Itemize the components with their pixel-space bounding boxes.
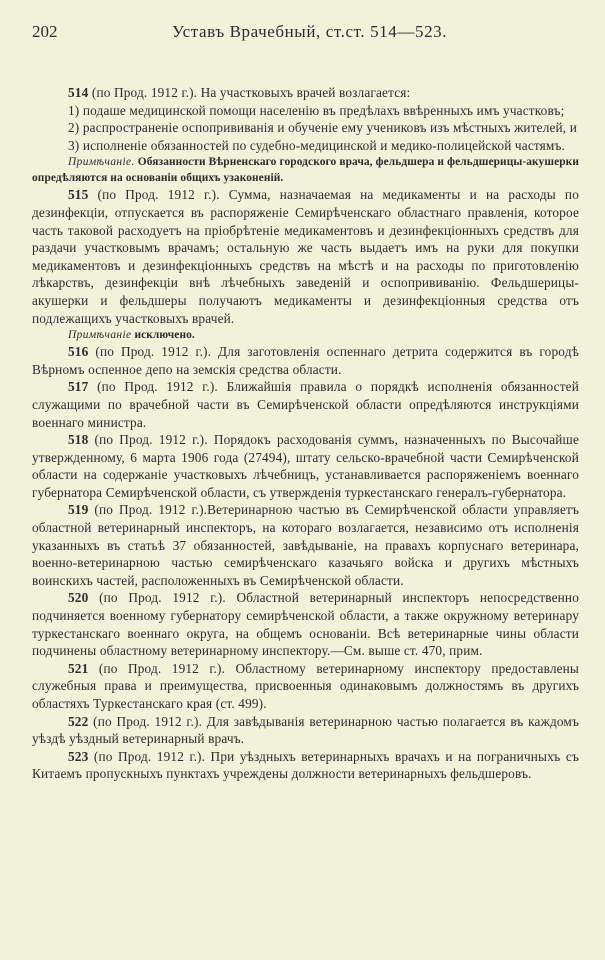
article-522 — [32, 713, 579, 748]
article-text: (по Прод. 1912 г.). Областной ветеринарный инспекторъ непосредственно подчиняется военному губернатору семирѣченской области, а также окружному ветеринару туркестанскаго военнаго округа, на общемъ основаніи. Всѣ ветеринарные чины области подчинены областному ветеринарному инспектору.—См. выше ст. 470, прим. — [32, 590, 579, 659]
article-519 — [32, 501, 579, 589]
article-item: 3) исполненіе обязанностей по судебно-медицинской и медико-полицейской частямъ. — [68, 137, 565, 153]
article-note — [32, 154, 579, 186]
article-515 — [32, 186, 579, 343]
article-lead — [32, 84, 579, 102]
article-523 — [32, 748, 579, 783]
article-516 — [32, 343, 579, 378]
article-body — [32, 431, 579, 501]
article-number: 518 — [68, 432, 89, 448]
note-label: Примѣчаніе. — [68, 156, 135, 169]
article-517 — [32, 378, 579, 431]
article-text: (по Прод. 1912 г.). Ближайшія правила о порядкѣ исполненія обязанностей служащими по врачебной части въ Семирѣченской области опредѣляются инструкціями военнаго министра. — [32, 379, 579, 430]
article-body — [32, 378, 579, 431]
article-text: (по Прод. 1912 г.). Областному ветеринарному инспектору предоставлены служебныя права и преимущества, присвоенныя одинаковымъ должностямъ въ другихъ областяхъ Туркестанскаго края (ст. 499). — [32, 660, 580, 711]
article-text: (по Прод. 1912 г.). При уѣздныхъ ветеринарныхъ врачахъ и на пограничныхъ съ Китаемъ пропускныхъ пунктахъ учреждены должности ветеринарныхъ фельдшеровъ. — [32, 748, 579, 782]
article-521 — [32, 660, 579, 713]
article-text: (по Прод. 1912 г.). Порядокъ расходованія суммъ, назначенныхъ по Высочайше утвержденному, 6 марта 1906 года (27494), штату сельско-врачебной части Семирѣченской области на содержаніе участковыхъ лѣчебницъ, устанавливается распоряженіемъ военнаго губернатора Семирѣченской области, съ утвержденія туркестанскаго генералъ-губернатора. — [32, 432, 579, 500]
note-text: исключено. — [134, 329, 195, 342]
article-number: 515 — [68, 187, 89, 203]
article-note — [32, 327, 579, 343]
article-text: (по Прод. 1912 г.). Сумма, назначаемая на медикаменты и на расходы по дезинфекціи, отпускается въ распоряженіе Семирѣченскаго областнаго правленія, которое часть таковой расходуетъ на пріобрѣтеніе медикаментовъ и дезинфекціонныхъ средствъ для раздачи участковымъ врачамъ; остальную же часть выдаетъ имъ на руки для покупки медикаментовъ и дезинфекціонныхъ средствъ на мѣстѣ и на расходы по приготовленію лѣкарствъ, дезинфекціи внѣ лѣчебныхъ заведеній и оспопрививанію. Фельдшерицы-акушерки и фельдшеры получаютъ медикаменты и дезинфекціонныя средства отъ подлежащихъ участковыхъ врачей. — [32, 187, 579, 326]
article-number: 522 — [68, 713, 89, 729]
article-520 — [32, 589, 579, 659]
note-text: Обязанности Вѣрненскаго городского врача, фельдшера и фельдшерицы-акушерки опредѣляются на основаніи общихъ узаконеній. — [32, 156, 579, 185]
article-text: (по Прод. 1912 г.). Для завѣдыванія ветеринарною частью полагается въ каждомъ уѣздѣ уѣздный ветеринарный врачъ. — [32, 713, 579, 747]
page-header — [32, 22, 579, 50]
article-body — [32, 343, 579, 378]
note-label: Примѣчаніе — [68, 329, 132, 342]
running-title: Уставъ Врачебный, ст.ст. 514—523. — [172, 22, 448, 41]
article-body — [32, 186, 579, 327]
article-text: (по Прод. 1912 г.).Ветеринарною частью въ Семирѣченской области управляетъ областной ветеринарный инспекторъ, на котораго возлагается, независимо отъ исполненія указанныхъ въ статьѣ 37 обязанностей, завѣдываніе, на правахъ корпуснаго ветеринара, военно-ветеринарною частью семирѣченскаго казачьяго войска и другихъ мѣстныхъ воинскихъ частей, расположенныхъ въ Семирѣченской области. — [32, 502, 579, 588]
article-body — [32, 748, 579, 783]
article-number: 519 — [68, 502, 89, 518]
article-item: 2) распространеніе оспопрививанія и обученіе ему учениковъ изъ мѣстныхъ жителей, и — [68, 120, 578, 136]
article-number: 520 — [68, 590, 89, 606]
article-number: 523 — [68, 748, 89, 764]
article-body — [32, 660, 579, 713]
article-number: 516 — [68, 344, 89, 360]
page-number: 202 — [32, 22, 58, 41]
article-lead-text: (по Прод. 1912 г.). На участковыхъ врачей возлагается: — [91, 85, 411, 100]
article-518 — [32, 431, 579, 501]
article-number: 514 — [68, 85, 89, 100]
article-number: 517 — [68, 379, 89, 395]
article-text: (по Прод. 1912 г.). Для заготовленія оспеннаго детрита содержится въ городѣ Вѣрномъ оспенное депо на земскія средства области. — [32, 344, 579, 377]
article-number: 521 — [68, 660, 89, 676]
article-514 — [32, 84, 579, 186]
article-body — [32, 501, 579, 589]
article-body — [32, 713, 579, 748]
article-body — [32, 589, 579, 659]
article-item: 1) подаше медицинской помощи населенію въ предѣлахъ ввѣренныхъ имъ участковъ; — [68, 102, 565, 118]
